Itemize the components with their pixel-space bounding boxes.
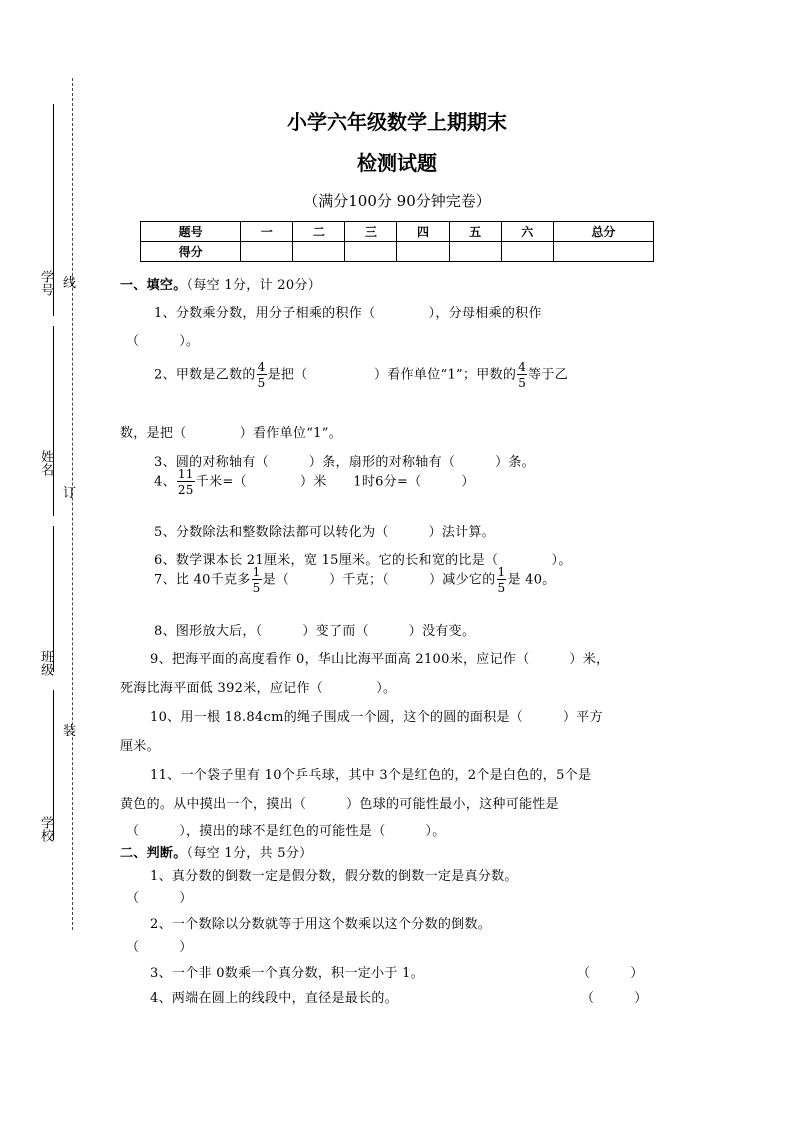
fraction-numerator: 1: [497, 565, 506, 579]
header-cell: 一: [241, 222, 293, 242]
title-line1: 小学六年级数学上期期末: [287, 110, 507, 134]
fraction: [257, 361, 267, 389]
section2-note: （每空 1分，共 5分）: [186, 846, 313, 861]
class-label: 班级: [38, 650, 53, 676]
fraction-denominator: 5: [257, 376, 266, 390]
subtitle: （满分100分 90分钟完卷）: [303, 192, 491, 210]
q11-line1: 11、一个袋子里有 10个乒乓球，其中 3个是红色的，2个是白色的，5个是: [150, 768, 592, 783]
header-cell: 题号: [141, 222, 241, 242]
fraction-numerator: 4: [518, 360, 527, 374]
q7-text-a: 7、比 40千克多: [154, 572, 251, 588]
q2-text-a: 2、甲数是乙数的: [154, 367, 256, 383]
score-row: [141, 242, 654, 262]
fraction-numerator: 11: [177, 467, 194, 481]
section1-heading: 一、填空。: [120, 278, 187, 293]
q11-line2: 黄色的。从中摸出一个，摸出（ ）色球的可能性最小，这种可能性是: [120, 797, 559, 812]
judge-q3-paren: （ ）: [577, 966, 644, 981]
q6-line: 6、数学课本长 21厘米，宽 15厘米。它的长和宽的比是（ ）。: [154, 553, 572, 568]
header-cell: 六: [501, 222, 553, 242]
fraction: [497, 566, 507, 594]
score-table: [140, 221, 654, 262]
section2-heading: 二、判断。: [120, 846, 187, 861]
q9-line1: 9、把海平面的高度看作 0，华山比海平面高 2100米，应记作（ ）米，: [150, 652, 610, 667]
judge-q2-paren: （ ）: [126, 940, 193, 955]
q3-line: 3、圆的对称轴有（ ）条，扇形的对称轴有（ ）条。: [154, 455, 535, 470]
q7-text-b: 是（ ）千克；（ ）减少它的: [262, 572, 496, 588]
score-cell[interactable]: [449, 242, 501, 262]
fraction-denominator: 5: [252, 581, 261, 595]
header-cell: 二: [293, 222, 345, 242]
score-cell[interactable]: [345, 242, 397, 262]
section1-heading-line: [120, 274, 321, 293]
q2-text-c: 等于乙: [528, 367, 569, 383]
header-cell: 五: [449, 222, 501, 242]
judge-q3: 3、一个非 0数乘一个真分数，积一定小于 1。: [150, 966, 424, 981]
q2-line1: [154, 361, 568, 389]
section1-note: （每空 1分，计 20分）: [186, 278, 321, 293]
q4-line: [154, 468, 475, 496]
score-cell[interactable]: [397, 242, 449, 262]
q7-text-c: 是 40。: [507, 572, 556, 588]
q5-line: 5、分数除法和整数除法都可以转化为（ ）法计算。: [154, 525, 496, 540]
q1-line2: （ ）。: [126, 334, 200, 349]
fraction-denominator: 5: [497, 581, 506, 595]
bind-mark: 订: [63, 486, 77, 501]
q4-text-a: 4、: [154, 474, 176, 490]
judge-q1-paren: （ ）: [126, 891, 193, 906]
line-mark: 线: [63, 276, 77, 291]
q10-line1: 10、用一根 18.84cm的绳子围成一个圆，这个的圆的面积是（ ）平方: [150, 710, 603, 725]
q4-text-b: 千米=（ ）米 1时6分=（ ）: [195, 474, 475, 490]
fraction: [517, 361, 527, 389]
score-header-row: [141, 222, 654, 242]
fraction-numerator: 1: [252, 565, 261, 579]
fraction-denominator: 25: [177, 483, 194, 497]
q9-line2: 死海比海平面低 392米，应记作（ ）。: [120, 681, 397, 696]
score-cell[interactable]: [501, 242, 553, 262]
score-cell[interactable]: [241, 242, 293, 262]
header-cell: 总分: [553, 222, 653, 242]
q2-line2: 数，是把（ ）看作单位“1”。: [120, 426, 342, 441]
q7-line: [154, 566, 556, 594]
section2-heading-line: [120, 842, 312, 861]
judge-q4-paren: （ ）: [581, 991, 648, 1006]
fraction-denominator: 5: [518, 376, 527, 390]
judge-q4: 4、两端在圆上的线段中，直径是最长的。: [150, 991, 398, 1006]
header-cell: 四: [397, 222, 449, 242]
score-cell[interactable]: [553, 242, 653, 262]
name-label: 姓名: [38, 450, 53, 476]
judge-q2: 2、一个数除以分数就等于用这个数乘以这个分数的倒数。: [150, 917, 492, 932]
fraction-numerator: 4: [257, 360, 266, 374]
student-no-label: 学号: [38, 270, 53, 296]
score-row-label: 得分: [141, 242, 241, 262]
q11-line3: （ ），摸出的球不是红色的可能性是（ ）。: [126, 824, 446, 839]
q1-line1: 1、分数乘分数，用分子相乘的积作（ ），分母相乘的积作: [154, 306, 542, 321]
judge-q1: 1、真分数的倒数一定是假分数，假分数的倒数一定是真分数。: [150, 869, 518, 884]
fold-mark: 装: [63, 724, 77, 739]
title-line2: 检测试题: [357, 151, 437, 175]
name-rule: [53, 326, 54, 516]
fraction: [252, 566, 262, 594]
school-label: 学校: [38, 816, 53, 842]
header-cell: 三: [345, 222, 397, 242]
fraction: [177, 468, 195, 496]
q10-line2: 厘米。: [120, 739, 160, 754]
q2-text-b: 是把（ ）看作单位“1”；甲数的: [267, 367, 517, 383]
q8-line: 8、图形放大后，（ ）变了而（ ）没有变。: [154, 624, 476, 639]
score-cell[interactable]: [293, 242, 345, 262]
